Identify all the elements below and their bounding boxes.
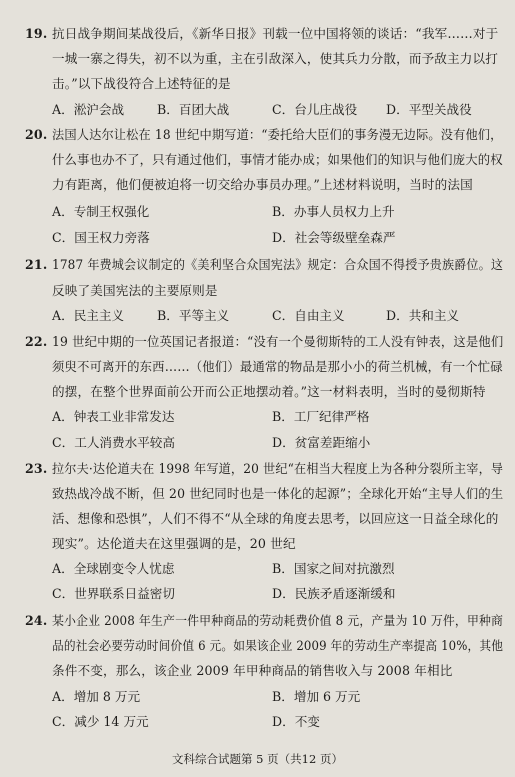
option-c: C．工人消费水平较高	[52, 435, 175, 450]
option-c: C．国王权力旁落	[52, 230, 150, 245]
option-c: C．台儿庄战役	[272, 102, 358, 117]
question-text-line: 1787 年费城会议制定的《美利坚合众国宪法》规定：合众国不得授予贵族爵位。这	[52, 257, 504, 272]
option-d: D．民族矛盾逐渐缓和	[272, 586, 396, 601]
question-text-line: 力有距离，他们便被迫将一切交给办事员办理。”上述材料说明，当时的法国	[52, 177, 473, 192]
option-c: C．世界联系日益密切	[52, 586, 175, 601]
option-b: B．工厂纪律严格	[272, 409, 370, 424]
option-a: A．钟表工业非常发达	[52, 409, 175, 424]
option-b: B．平等主义	[157, 308, 230, 323]
question-text-line: 法国人达尔让松在 18 世纪中期写道：“委托给大臣们的事务漫无边际。没有他们，	[52, 127, 503, 142]
option-b: B．办事人员权力上升	[272, 204, 395, 219]
question-text-line: 现实”。达伦道夫在这里强调的是，20 世纪	[52, 536, 296, 551]
option-d: D．共和主义	[386, 308, 460, 323]
question-number: 19.	[25, 26, 48, 41]
option-a: A．民主主义	[52, 308, 125, 323]
question-number: 21.	[25, 257, 48, 272]
question-text-line: 一城一寨之得失，初不以为重，主在引敌深入，使其兵力分散，而予敌主力以打	[52, 51, 499, 66]
option-a: A．全球剧变令人忧虑	[52, 561, 175, 576]
option-d: D．平型关战役	[386, 102, 472, 117]
question-text-line: 活、想像和恐惧”，人们不得不“从全球的角度去思考，以回应这一日益全球化的	[52, 511, 499, 526]
question-text-line: 须臾不可离开的东西……（他们）最通常的物品是那小小的荷兰机械，有一个忙碌	[52, 359, 503, 374]
option-b: B．国家之间对抗激烈	[272, 561, 395, 576]
question-text-line: 抗日战争期间某战役后，《新华日报》刊载一位中国将领的谈话：“我军……对于	[52, 26, 499, 41]
option-c: C．自由主义	[272, 308, 345, 323]
question-text-line: 击。”以下战役符合上述特征的是	[52, 76, 231, 91]
option-d: D．社会等级壁垒森严	[272, 230, 396, 245]
option-a: A．淞沪会战	[52, 102, 125, 117]
question-text-line: 拉尔夫·达伦道夫在 1998 年写道，20 世纪“在相当大程度上为各种分裂所主宰，导	[52, 461, 504, 476]
option-d: D．贫富差距缩小	[272, 435, 371, 450]
question-text-line: 某小企业 2008 年生产一件甲种商品的劳动耗费价值 8 元，产量为 10 万件，甲种商	[52, 613, 504, 628]
question-number: 22.	[25, 334, 48, 349]
option-c: C．减少 14 万元	[52, 714, 149, 729]
option-b: B．百团大战	[157, 102, 230, 117]
question-text-line: 条件不变，那么，该企业 2009 年甲种商品的销售收入与 2008 年相比	[52, 663, 453, 678]
question-number: 23.	[25, 461, 48, 476]
question-number: 20.	[25, 127, 48, 142]
question-text-line: 反映了美国宪法的主要原则是	[52, 283, 218, 298]
question-text-line: 什么事也办不了，只有通过他们，事情才能办成；如果他们的知识与他们庞大的权	[52, 152, 503, 167]
question-text-line: 19 世纪中期的一位英国记者报道：“没有一个曼彻斯特的工人没有钟表，这是他们	[52, 334, 504, 349]
question-text-line: 的摆，在整个世界面前公开而公正地摆动着。”这一材料表明，当时的曼彻斯特	[52, 384, 486, 399]
option-b: B．增加 6 万元	[272, 689, 361, 704]
option-a: A．专制王权强化	[52, 204, 150, 219]
option-d: D．不变	[272, 714, 320, 729]
question-number: 24.	[25, 613, 48, 628]
question-text-line: 品的社会必要劳动时间价值 6 元。如果该企业 2009 年的劳动生产率提高 10%，其他	[52, 638, 504, 653]
question-text-line: 致热战冷战不断，但 20 世纪同时也是一体化的起源”；全球化开始“主导人们的生	[52, 486, 504, 501]
option-a: A．增加 8 万元	[52, 689, 141, 704]
page-footer: 文科综合试题第 5 页（共12 页）	[172, 752, 343, 766]
